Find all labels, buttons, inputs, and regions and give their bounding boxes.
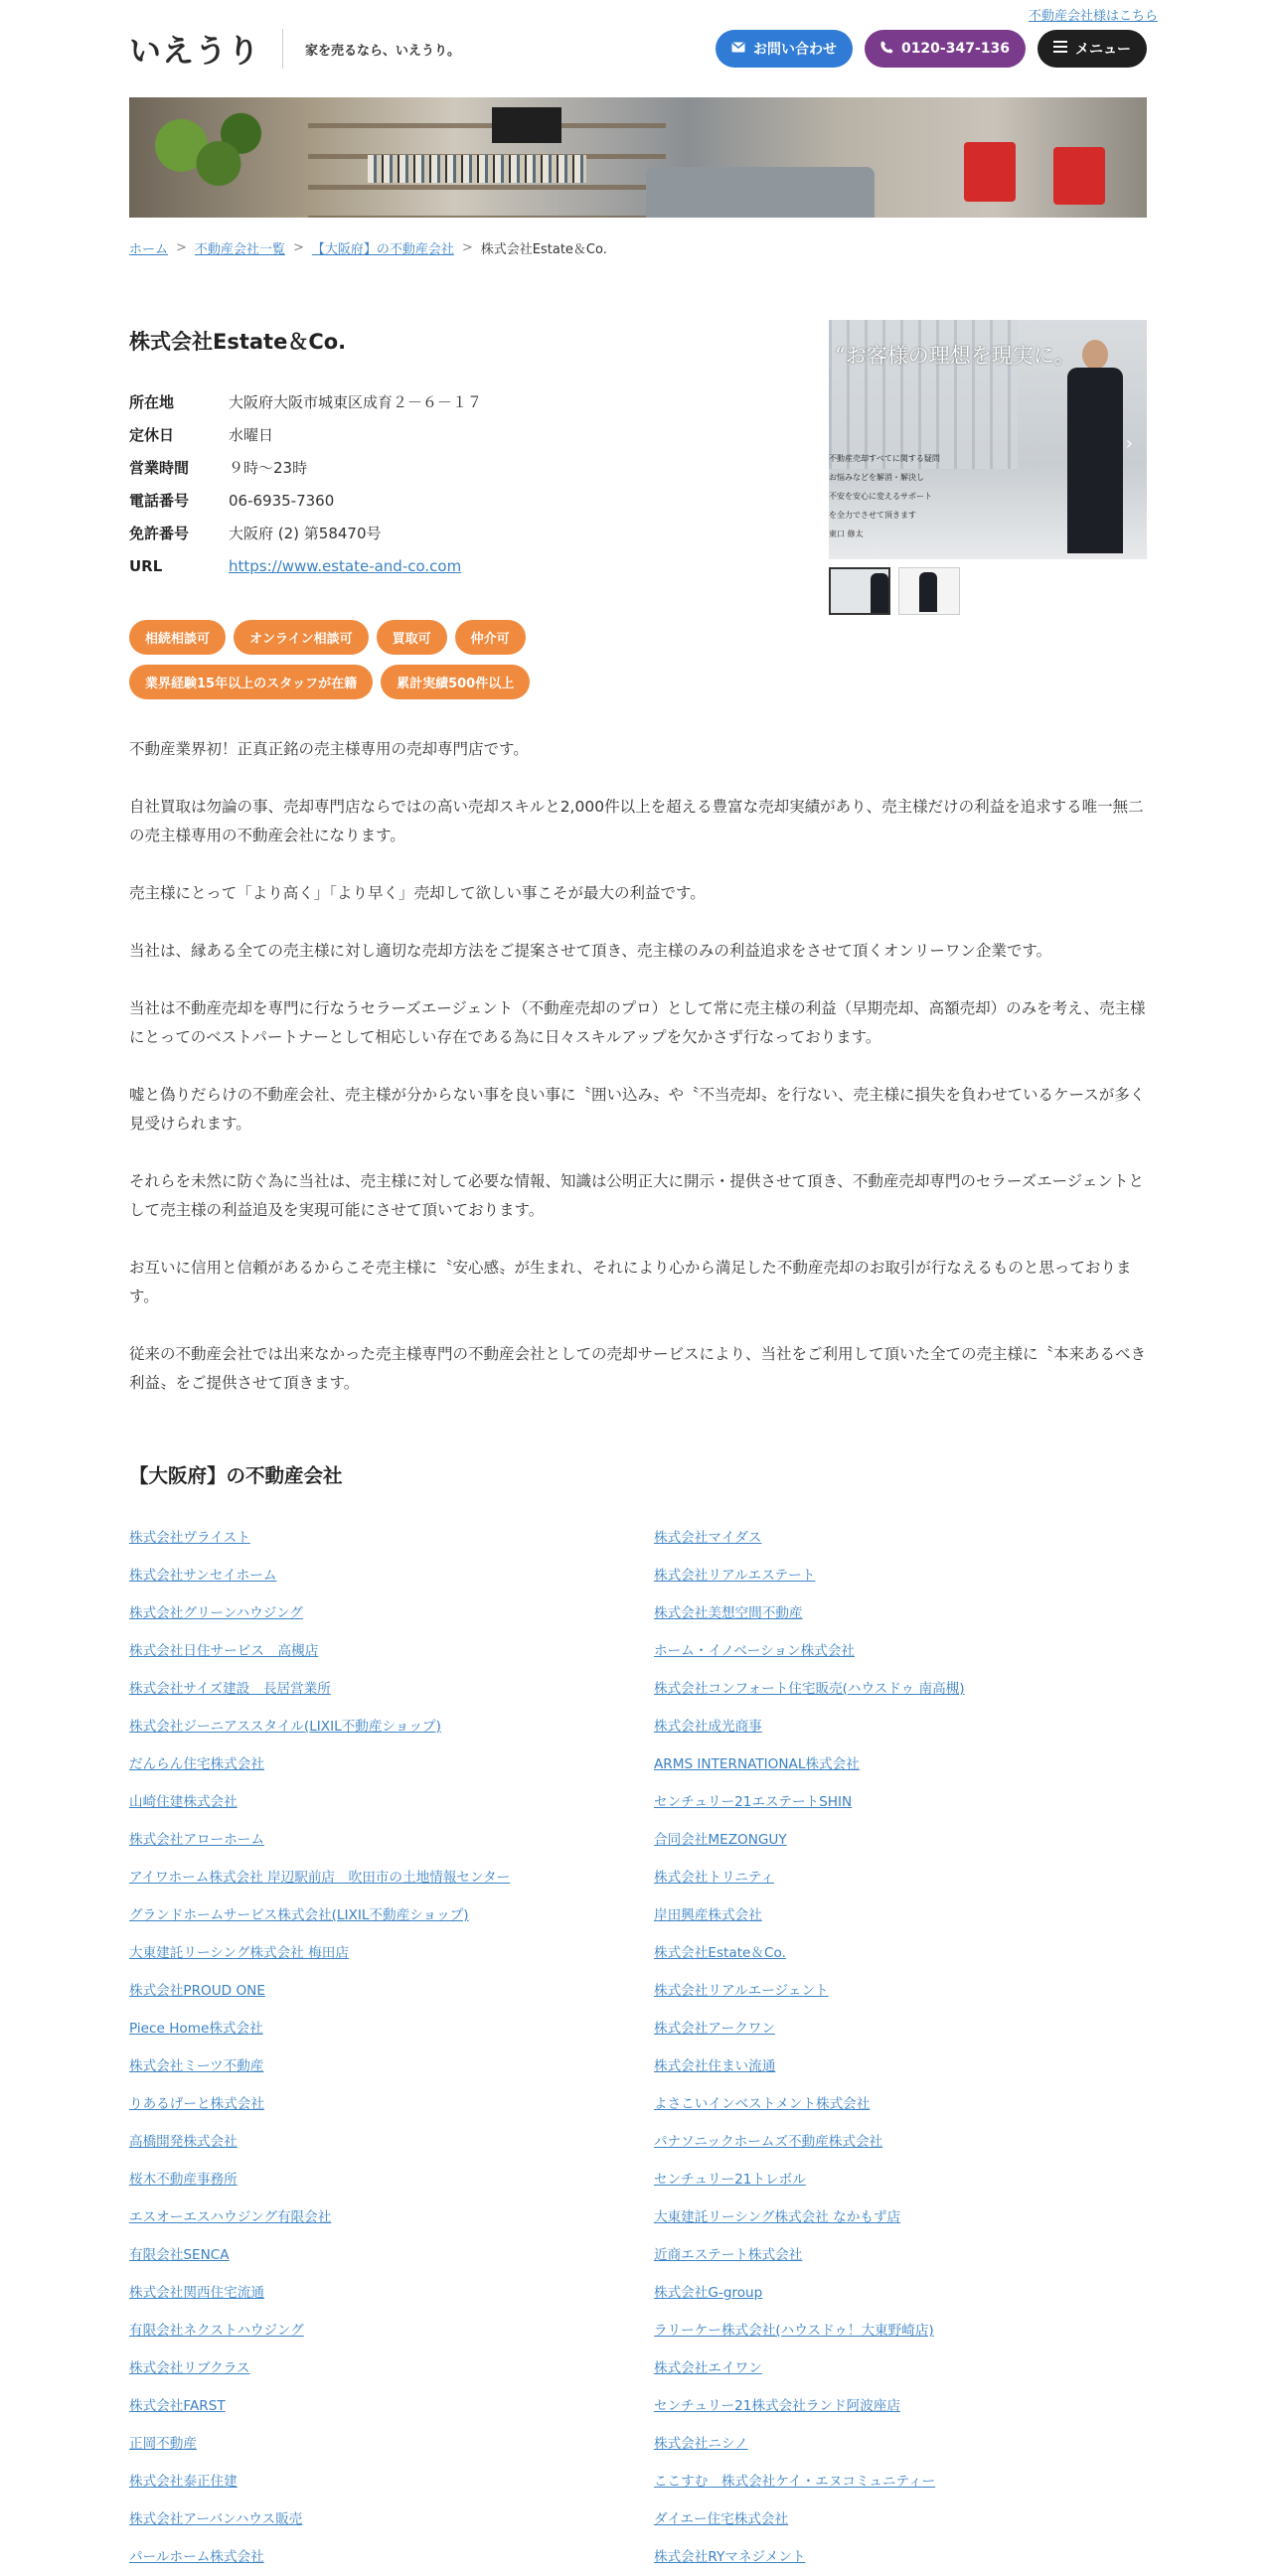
- feature-tag: 仲介可: [455, 620, 526, 655]
- logo-divider: [282, 29, 283, 69]
- company-link[interactable]: 株式会社アローホーム: [129, 1832, 264, 1848]
- info-value: 06-6935-7360: [229, 491, 335, 510]
- company-link[interactable]: 株式会社アークワン: [654, 2021, 775, 2037]
- company-link[interactable]: 株式会社リアルエージェント: [654, 1983, 829, 1999]
- info-row-license: [129, 517, 482, 549]
- phone-number: 0120-347-136: [900, 41, 1010, 57]
- company-link[interactable]: 岸田興産株式会社: [654, 1907, 762, 1923]
- phone-icon: [880, 41, 893, 58]
- company-link[interactable]: 株式会社成光商事: [654, 1719, 762, 1735]
- company-link[interactable]: 株式会社美想空間不動産: [654, 1605, 803, 1621]
- breadcrumb-separator: >: [292, 240, 304, 255]
- company-link[interactable]: 株式会社日住サービス 高槻店: [129, 1643, 319, 1659]
- site-header: [129, 28, 1147, 70]
- books-decoration: [368, 155, 586, 183]
- company-info-table: [129, 385, 482, 582]
- company-link[interactable]: センチュリー21エステートSHIN: [654, 1794, 853, 1810]
- info-label: URL: [129, 556, 163, 575]
- feature-tag: オンライン相談可: [234, 620, 369, 655]
- photo-caption-line: を全力でさせて頂きます: [829, 511, 916, 520]
- contact-button[interactable]: [716, 30, 853, 68]
- company-link[interactable]: 株式会社コンフォート住宅販売(ハウスドゥ 南高槻): [654, 1681, 965, 1697]
- company-link[interactable]: 株式会社RYマネジメント: [654, 2549, 806, 2565]
- menu-button[interactable]: [1037, 30, 1147, 68]
- company-link[interactable]: 株式会社Estate＆Co.: [654, 1945, 786, 1961]
- company-link[interactable]: 株式会社エイワン: [654, 2360, 762, 2376]
- breadcrumb: [129, 238, 607, 257]
- company-link[interactable]: 高橋開発株式会社: [129, 2134, 238, 2150]
- info-row-phone: [129, 484, 482, 517]
- description-paragraph: 不動産業界初！正真正銘の売主様専用の売却専門店です。: [129, 740, 529, 758]
- description-paragraph: 当社は不動産売却を専門に行なうセラーズエージェント（不動産売却のプロ）として常に売主様の利益（早期売却、高額売却）のみを考え、売主様にとってのベストパートナーとして相応しい存在である為に日々スキルアップを欠かさず行なっております。: [129, 999, 1146, 1046]
- company-link[interactable]: 株式会社マイダス: [654, 1530, 762, 1546]
- company-link[interactable]: 正岡不動産: [129, 2436, 197, 2452]
- breadcrumb-separator: >: [461, 240, 473, 255]
- company-link[interactable]: 大東建託リーシング株式会社 梅田店: [129, 1945, 349, 1961]
- info-value: 水曜日: [229, 426, 274, 444]
- company-link[interactable]: 株式会社PROUD ONE: [129, 1983, 265, 1999]
- description-paragraph: 自社買取は勿論の事、売却専門店ならではの高い売却スキルと2,000件以上を超える豊富な売却実績があり、売主様だけの利益を追求する唯一無二の売主様専用の不動産会社になります。: [129, 798, 1144, 844]
- phone-button[interactable]: [865, 30, 1026, 68]
- red-chair-decoration: [964, 142, 1016, 202]
- info-value: 大阪府 (2) 第58470号: [229, 525, 382, 542]
- company-link[interactable]: ARMS INTERNATIONAL株式会社: [654, 1756, 860, 1772]
- company-link[interactable]: 山崎住建株式会社: [129, 1794, 238, 1810]
- sofa-decoration: [646, 167, 875, 218]
- info-label: 免許番号: [129, 525, 190, 542]
- info-label: 定休日: [129, 426, 175, 444]
- photo-caption: [829, 449, 940, 543]
- company-link[interactable]: 株式会社ミーツ不動産: [129, 2058, 264, 2074]
- company-link[interactable]: 株式会社サンセイホーム: [129, 1568, 277, 1584]
- feature-tag: 累計実績500件以上: [381, 665, 530, 699]
- company-link[interactable]: よさこいインベストメント株式会社: [654, 2096, 871, 2112]
- company-link[interactable]: 株式会社泰正住建: [129, 2474, 238, 2490]
- mail-icon: [731, 41, 745, 57]
- company-link[interactable]: ここすむ 株式会社ケイ・エヌコミュニティー: [654, 2474, 936, 2490]
- red-chair-decoration: [1053, 147, 1105, 205]
- chevron-right-icon[interactable]: ›: [1125, 433, 1133, 454]
- breadcrumb-home[interactable]: ホーム: [129, 242, 169, 257]
- company-link[interactable]: 株式会社住まい流通: [654, 2058, 776, 2074]
- company-link[interactable]: 株式会社リブクラス: [129, 2360, 250, 2376]
- company-link[interactable]: 有限会社ネクストハウジング: [129, 2323, 304, 2339]
- info-label: 営業時間: [129, 459, 190, 477]
- company-link[interactable]: 株式会社ジーニアススタイル(LIXIL不動産ショップ): [129, 1719, 441, 1735]
- company-link[interactable]: 株式会社リアルエステート: [654, 1568, 816, 1584]
- info-row-url: [129, 549, 482, 582]
- tv-decoration: [492, 107, 561, 143]
- feature-tag: 相続相談可: [129, 620, 226, 655]
- info-label: 所在地: [129, 393, 175, 411]
- company-link[interactable]: 有限会社SENCA: [129, 2247, 230, 2263]
- description-paragraph: 当社は、縁ある全ての売主様に対し適切な売却方法をご提案させて頂き、売主様のみの利益追求をさせて頂くオンリーワン企業です。: [129, 942, 1052, 960]
- photo-slogan: “お客様の理想を現実に。: [835, 344, 1075, 368]
- photo-caption-line: お悩みなどを解消・解決し: [829, 473, 924, 482]
- company-link[interactable]: パナソニックホームズ不動産株式会社: [654, 2134, 883, 2150]
- company-link[interactable]: 株式会社アーバンハウス販売: [129, 2511, 303, 2527]
- business-login-link[interactable]: 不動産会社様はこちら: [1028, 9, 1158, 24]
- company-link[interactable]: だんらん住宅株式会社: [129, 1756, 264, 1772]
- hamburger-icon: [1053, 41, 1067, 57]
- company-link[interactable]: 株式会社G-group: [654, 2285, 763, 2301]
- description-paragraph: 売主様にとって「より高く」「より早く」売却して欲しい事こそが最大の利益です。: [129, 884, 706, 902]
- photo-caption-line: 東口 修太: [829, 530, 864, 538]
- company-link[interactable]: りあるげーと株式会社: [129, 2096, 264, 2112]
- info-row-hours: [129, 451, 482, 484]
- logo-text: いえうり: [129, 32, 261, 70]
- feature-tag: 買取可: [377, 620, 447, 655]
- info-row-address: [129, 385, 482, 418]
- info-label: 電話番号: [129, 492, 190, 510]
- breadcrumb-separator: >: [176, 240, 187, 255]
- description-paragraph: 従来の不動産会社では出来なかった売主様専門の不動産会社としての売却サービスにより、当社をご利用して頂いた全ての売主様に〝本来あるべき利益〟をご提供させて頂きます。: [129, 1345, 1147, 1392]
- breadcrumb-prefecture[interactable]: 【大阪府】の不動産会社: [311, 242, 454, 257]
- site-tagline: 家を売るなら、いえうり。: [305, 43, 461, 59]
- company-link[interactable]: ラリーケー株式会社(ハウスドゥ！大東野崎店): [654, 2323, 934, 2339]
- breadcrumb-current: 株式会社Estate＆Co.: [480, 242, 607, 257]
- company-name: 株式会社Estate＆Co.: [129, 330, 347, 354]
- company-link[interactable]: 株式会社トリニティ: [654, 1870, 774, 1886]
- company-link[interactable]: 株式会社ヴライスト: [129, 1530, 250, 1546]
- company-link[interactable]: 大東建託リーシング株式会社 なかもず店: [654, 2209, 901, 2225]
- description-paragraph: 嘘と偽りだらけの不動産会社、売主様が分からない事を良い事に〝囲い込み〟や〝不当売却〟を行ない、売主様に損失を負わせているケースが多く見受けられます。: [129, 1086, 1146, 1133]
- gallery-thumbnails: [829, 567, 1147, 615]
- company-link[interactable]: エスオーエスハウジング有限会社: [129, 2209, 332, 2225]
- company-link[interactable]: 株式会社関西住宅流通: [129, 2285, 264, 2301]
- info-value: 大阪府大阪市城東区成育２－６－１７: [229, 393, 483, 411]
- company-link[interactable]: 株式会社FARST: [129, 2398, 226, 2414]
- related-companies-heading: 【大阪府】の不動産会社: [129, 1464, 343, 1487]
- company-link[interactable]: センチュリー21トレボル: [654, 2172, 806, 2188]
- company-link[interactable]: ダイエー住宅株式会社: [654, 2511, 789, 2527]
- company-link[interactable]: パールホーム株式会社: [129, 2549, 264, 2565]
- company-description: [129, 735, 1147, 1427]
- plant-decoration: [129, 97, 278, 218]
- company-link[interactable]: ホーム・イノベーション株式会社: [654, 1643, 856, 1659]
- description-paragraph: それらを未然に防ぐ為に当社は、売主様に対して必要な情報、知識は公明正大に開示・提供させて頂き、不動産売却専門のセラーズエージェントとして売主様の利益追及を実現可能にさせて頂いております。: [129, 1172, 1144, 1219]
- company-link[interactable]: Piece Home株式会社: [129, 2021, 263, 2037]
- company-link[interactable]: アイワホーム株式会社 岸辺駅前店 吹田市の土地情報センター: [129, 1870, 511, 1886]
- company-link[interactable]: 株式会社グリーンハウジング: [129, 1605, 303, 1621]
- menu-button-label: メニュー: [1075, 42, 1131, 58]
- gallery-thumbnail[interactable]: [829, 567, 890, 615]
- company-link[interactable]: 合同会社MEZONGUY: [654, 1832, 787, 1848]
- company-link[interactable]: 近商エステート株式会社: [654, 2247, 803, 2263]
- description-paragraph: お互いに信用と信頼があるからこそ売主様に〝安心感〟が生まれ、それにより心から満足した不動産売却のお取引が行なえるものと思っております。: [129, 1259, 1132, 1305]
- site-logo[interactable]: [129, 29, 260, 69]
- feature-tags: [129, 620, 686, 699]
- staff-photo-figure: [1067, 340, 1123, 553]
- related-companies-list: [129, 1519, 1147, 2576]
- breadcrumb-company-list[interactable]: 不動産会社一覧: [194, 242, 285, 257]
- info-row-holiday: [129, 418, 482, 451]
- feature-tag: 業界経験15年以上のスタッフが在籍: [129, 665, 373, 699]
- company-link[interactable]: 株式会社サイズ建設 長居営業所: [129, 1681, 331, 1697]
- company-link[interactable]: 桜木不動産事務所: [129, 2172, 238, 2188]
- company-link[interactable]: 株式会社ニシノ: [654, 2436, 748, 2452]
- gallery-thumbnail[interactable]: [898, 567, 960, 615]
- header-actions: [716, 30, 1147, 68]
- photo-caption-line: 不安を安心に変えるサポート: [829, 492, 932, 501]
- gallery-main-photo: [829, 320, 1147, 559]
- contact-button-label: お問い合わせ: [752, 42, 837, 58]
- photo-caption-line: 不動産売却すべてに関する疑問: [829, 454, 940, 463]
- hero-banner-image: [129, 97, 1147, 218]
- info-value: ９時～23時: [229, 459, 308, 477]
- company-website-link[interactable]: https://www.estate-and-co.com: [229, 556, 462, 575]
- company-link[interactable]: グランドホームサービス株式会社(LIXIL不動産ショップ): [129, 1907, 469, 1923]
- company-link[interactable]: センチュリー21株式会社ランド阿波座店: [654, 2398, 900, 2414]
- photo-gallery: [829, 320, 1147, 615]
